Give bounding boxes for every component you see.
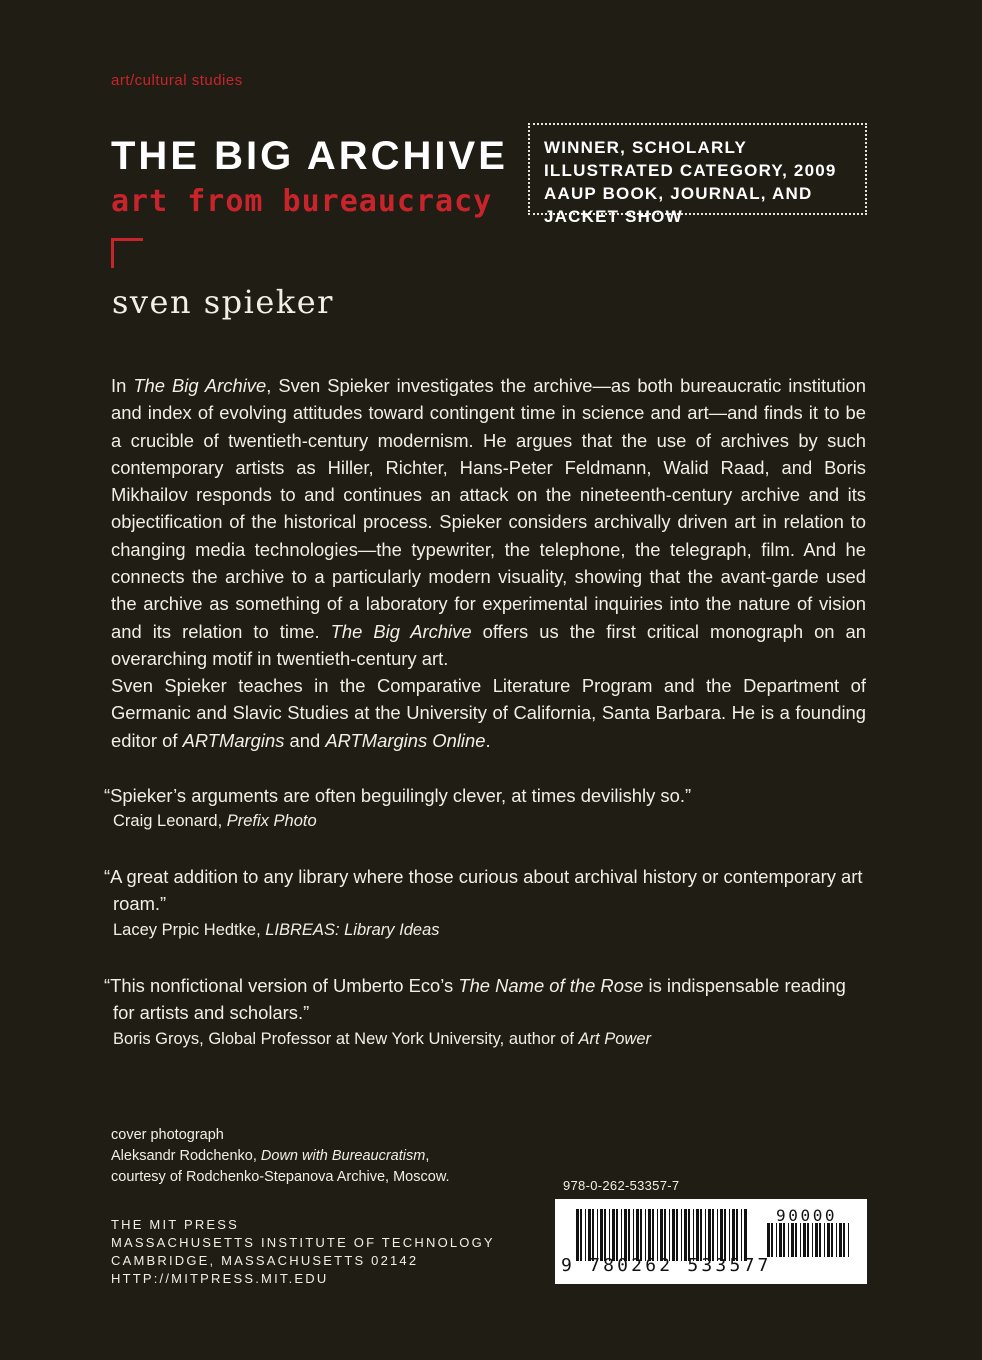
barcode-bar (729, 1209, 730, 1261)
blurb-quote: “This nonfictional version of Umberto Eco’s The Name of the Rose is indispensable reading for artists and scholars.” Boris Groys, Global Professor at New York University, author of Art Power (104, 972, 864, 1051)
barcode-bar (576, 1209, 579, 1261)
barcode-bar (684, 1209, 687, 1261)
cover-photo-credit: cover photograph Aleksandr Rodchenko, Down with Bureaucratism, courtesy of Rodchenko-Stepanova Archive, Moscow. (111, 1127, 450, 1185)
barcode-bar (708, 1209, 711, 1261)
blurb-quote: “A great addition to any library where those curious about archival history or contemporary art roam.” Lacey Prpic Hedtke, LIBREAS: Library Ideas (104, 863, 864, 942)
barcode-bar (588, 1209, 591, 1261)
barcode-bar (812, 1223, 813, 1257)
blurb-quote: “Spieker’s arguments are often beguilingly clever, at times devilishly so.” Craig Leonard, Prefix Photo (104, 782, 864, 833)
description-paragraph: In The Big Archive, Sven Spieker investigates the archive—as both bureaucratic institution and index of evolving attitudes toward contingent time in science and art—and finds it to be a crucible of twentieth-century modernism. He argues that the use of archives by such contemporary artists as Hiller, Richter, Hans-Peter Feldmann, Walid Raad, and Boris Mikhailov responds to and continues an attack on the nineteenth-century archive and its objectification of the historical process. Spieker considers archivally driven art in relation to changing media technologies—the typewriter, the telephone, the telegraph, film. And he connects the archive to a particularly modern visuality, showing that the avant-garde used the archive as something of a laboratory for experimental inquiries into the nature of vision and its relation to time. The Big Archive offers us the first critical monograph on an overarching motif in twentieth-century art. (111, 375, 866, 669)
barcode-main-bars (576, 1209, 747, 1261)
barcode-bar (669, 1209, 670, 1261)
barcode-bar (791, 1223, 794, 1257)
book-subtitle: art from bureaucracy (111, 184, 493, 219)
barcode-bar (664, 1209, 666, 1261)
barcode-bar (824, 1223, 825, 1257)
book-title: THE BIG ARCHIVE (111, 134, 508, 178)
barcode-bar (717, 1209, 718, 1261)
barcode-bar (628, 1209, 630, 1261)
barcode-bar (604, 1209, 606, 1261)
barcode-bar (696, 1209, 699, 1261)
barcode-bar (652, 1209, 654, 1261)
barcode-bar (681, 1209, 682, 1261)
category-label: art/cultural studies (111, 72, 243, 89)
barcode-bar (767, 1223, 770, 1257)
barcode-bar (800, 1223, 801, 1257)
blurb-source: Lacey Prpic Hedtke, LIBREAS: Library Ideas (113, 920, 440, 939)
barcode-bar (771, 1223, 773, 1257)
barcode-bar (776, 1223, 777, 1257)
barcode-bar (848, 1223, 849, 1257)
barcode-bar (815, 1223, 818, 1257)
barcode-bar (612, 1209, 615, 1261)
barcode-bar (585, 1209, 586, 1261)
barcode-bar (633, 1209, 634, 1261)
barcode-bar (660, 1209, 663, 1261)
corner-bracket-decoration (111, 238, 143, 268)
barcode-bar (672, 1209, 675, 1261)
barcode-bar (736, 1209, 738, 1261)
barcode-bar (621, 1209, 622, 1261)
barcode-bar (724, 1209, 726, 1261)
barcode-bar (783, 1223, 785, 1257)
barcode-bar (705, 1209, 706, 1261)
barcode-bar (600, 1209, 603, 1261)
barcode-bar (700, 1209, 702, 1261)
barcode-addon-digits: 90000 (776, 1206, 838, 1225)
barcode-bar (624, 1209, 627, 1261)
barcode-bar (676, 1209, 678, 1261)
barcode-bar (744, 1209, 747, 1261)
barcode-bar (831, 1223, 833, 1257)
barcode-bar (648, 1209, 651, 1261)
isbn-label: 978-0-262-53357-7 (563, 1178, 680, 1193)
barcode-bar (616, 1209, 618, 1261)
barcode-bar (839, 1223, 842, 1257)
barcode-bar (843, 1223, 845, 1257)
barcode-bar (803, 1223, 806, 1257)
barcode-bar (645, 1209, 646, 1261)
barcode-bar (640, 1209, 642, 1261)
barcode-bar (636, 1209, 639, 1261)
barcode-bar (807, 1223, 809, 1257)
barcode-bar (788, 1223, 789, 1257)
barcode-bar (580, 1209, 582, 1261)
barcode-bar (657, 1209, 658, 1261)
blurb-source: Craig Leonard, Prefix Photo (113, 812, 317, 831)
barcode (555, 1199, 867, 1284)
barcode-bar (779, 1223, 782, 1257)
barcode-bar (592, 1209, 594, 1261)
barcode-bar (597, 1209, 598, 1261)
publisher-info: THE MIT PRESS MASSACHUSETTS INSTITUTE OF TECHNOLOGY CAMBRIDGE, MASSACHUSETTS 02142 HTTP://MITPRESS.MIT.EDU (111, 1217, 495, 1286)
barcode-bar (795, 1223, 797, 1257)
barcode-digits: 9 780262 533577 (561, 1255, 772, 1276)
author-name: sven spieker (112, 283, 334, 321)
barcode-bar (688, 1209, 690, 1261)
barcode-bar (720, 1209, 723, 1261)
barcode-bar (712, 1209, 714, 1261)
barcode-bar (693, 1209, 694, 1261)
barcode-addon-bars (767, 1223, 853, 1257)
barcode-bar (827, 1223, 830, 1257)
barcode-bar (732, 1209, 735, 1261)
barcode-bar (741, 1209, 742, 1261)
barcode-bar (836, 1223, 837, 1257)
blurb-source: Boris Groys, Global Professor at New York University, author of Art Power (113, 1029, 651, 1048)
barcode-bar (819, 1223, 821, 1257)
award-box: WINNER, SCHOLARLY ILLUSTRATED CATEGORY, 2009 AAUP BOOK, JOURNAL, AND JACKET SHOW (528, 123, 867, 215)
author-bio-paragraph: Sven Spieker teaches in the Comparative Literature Program and the Department of Germanic and Slavic Studies at the University of California, Santa Barbara. He is a founding editor of ARTMargins and ARTMargins Online. (111, 675, 866, 751)
barcode-bar (609, 1209, 610, 1261)
